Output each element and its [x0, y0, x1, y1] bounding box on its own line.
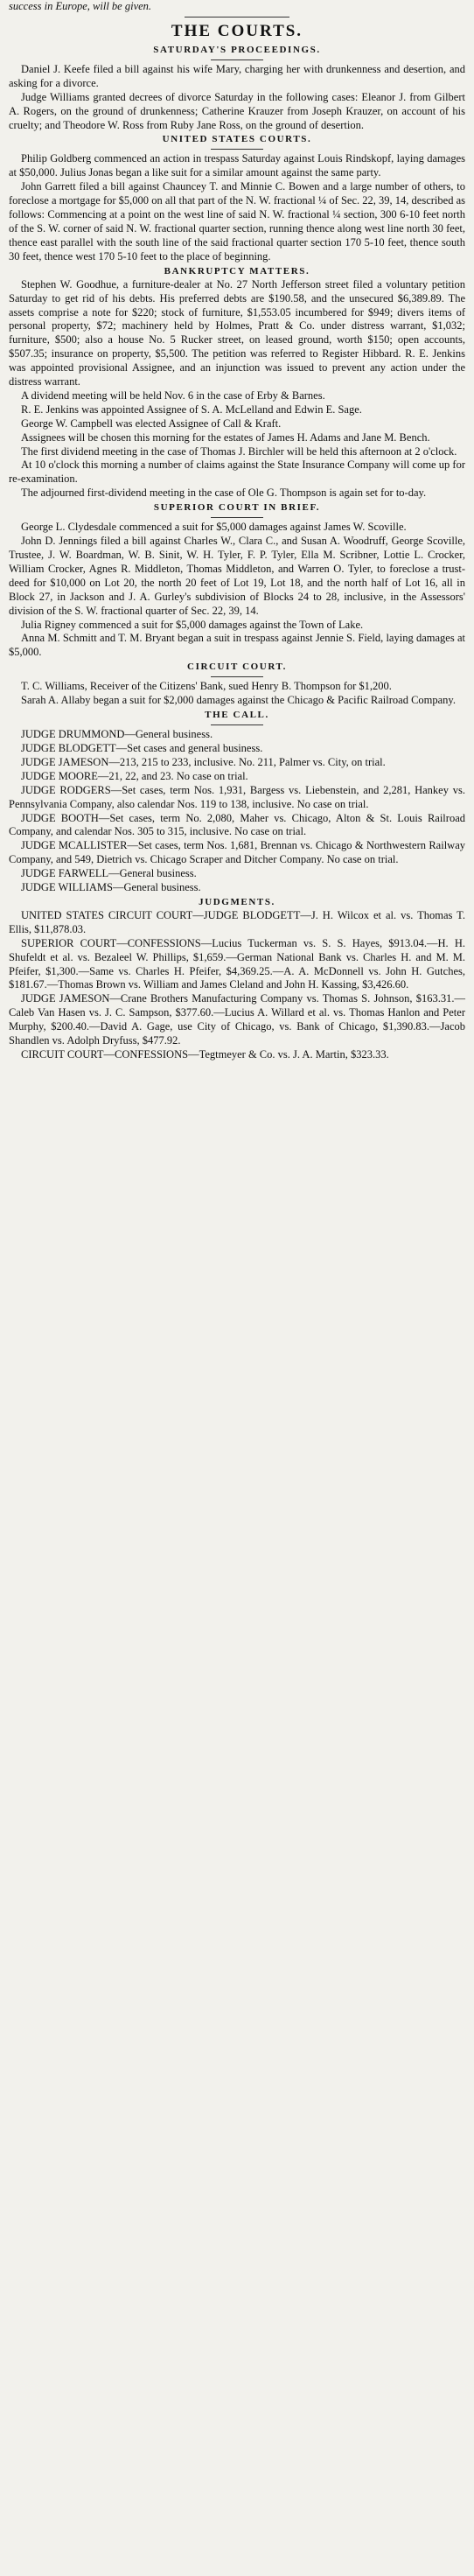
paragraph: George L. Clydesdale commenced a suit for $5,000 damages against James W. Scoville. — [21, 521, 407, 534]
paragraph: George W. Campbell was elected Assignee of Call & Kraft. — [21, 416, 282, 430]
judgment-entry: CIRCUIT COURT—CONFESSIONS—Tegtmeyer & Co. vs. J. A. Martin, $323.33. — [21, 1048, 389, 1060]
call-entry: JUDGE JAMESON—213, 215 to 233, inclusive. No. 211, Palmer vs. City, on trial. — [21, 755, 386, 768]
call-entry: JUDGE MOORE—21, 22, and 23. No case on trial. — [21, 769, 248, 782]
paragraph: Judge Williams granted decrees of divorce Saturday in the following cases: Eleanor J. from Gilbert A. Rogers, on the ground of drunkenness; Catherine Krauzer from Joseph Krauzer, on account of his cruelty; and Theodore W. Ross from Ruby Jane Ross, on the ground of desertion. — [9, 90, 465, 131]
spacer — [9, 1062, 465, 1069]
paragraph: Assignees will be chosen this morning for the estates of James H. Adams and Jane M. Bench. — [21, 430, 430, 444]
section-heading-judgments: JUDGMENTS. — [199, 896, 275, 907]
paragraph: John Garrett filed a bill against Chauncey T. and Minnie C. Bowen and a large number of others, to foreclose a mortgage for $5,000 on all that part of the N. W. fractional ¼ of Sec. 22, 39, 14, described as follows: Commencing at a point on the west line of said N. W. fractional ¼ section, 300 6-10 feet north of the S. W. corner of said N. W. fractional quarter section, running thence along west line north 30 feet, thence east parallel with the south line of the said fractional quarter section 170 5-10 feet, thence south 30 feet, thence west 170 5-10 feet to the place of beginning. — [9, 180, 465, 262]
judgment-entry: UNITED STATES CIRCUIT COURT—JUDGE BLODGETT—J. H. Wilcox et al. vs. Thomas T. Ellis, $11,878.03. — [9, 908, 465, 935]
paragraph: A dividend meeting will be held Nov. 6 in the case of Erby & Barnes. — [21, 388, 325, 402]
paragraph: John D. Jennings filed a bill against Charles W., Clara C., and Susan A. Woodruff, George Scoville, Trustee, J. W. Boardman, W. B. Sinit, W. H. Tyler, F. P. Tyler, Ella M. Scribner, Lottie L. Crocker, William Crocker, Agnes R. Middleton, Thomas Middleton, and Warren O. Tyler, to foreclose a trust-deed for $10,000 on Lot 20, the north 20 feet of Lot 19, Lot 18, and the north half of Lot 16, all in Block 27, in Jackson and J. A. Gurley's subdivision of Blocks 24 to 28, inclusive, in the Assessors' division of the S. W. fractional quarter of Sec. 22, 39, 14. — [9, 535, 465, 617]
divider — [211, 149, 263, 150]
call-entry: JUDGE BOOTH—Set cases, term No. 2,080, Maher vs. Chicago, Alton & St. Louis Railroad Company, and calendar Nos. 305 to 315, inclusive. No case on trial. — [9, 811, 465, 838]
judgment-entry: SUPERIOR COURT—CONFESSIONS—Lucius Tuckerman vs. S. S. Hayes, $913.04.—H. H. Shufeldt et al. vs. Bezaleel W. Phillips, $1,659.—German National Bank vs. Charles H. and M. M. Pfeifer, $1,300.—Same vs. Charles H. Pfeifer, $4,369.25.—A. A. McDonnell vs. John H. Gutches, $181.67.—Thomas Brown vs. William and James Cleland and John H. Kassing, $3,426.60. — [9, 936, 465, 991]
call-entry: JUDGE RODGERS—Set cases, term Nos. 1,931, Bargess vs. Liebenstein, and 2,281, Hankey vs. Pennsylvania Company, also calendar Nos. 119 to 138, inclusive. No case on trial. — [9, 783, 465, 810]
call-entry: JUDGE FARWELL—General business. — [21, 867, 197, 880]
paragraph: Julia Rigney commenced a suit for $5,000 damages against the Town of Lake. — [21, 618, 364, 631]
article-title: THE COURTS. — [171, 21, 303, 40]
paragraph: Anna M. Schmitt and T. M. Bryant began a suit in trespass against Jennie S. Field, laying damages at $5,000. — [9, 632, 465, 659]
section-heading-us-courts: UNITED STATES COURTS. — [162, 134, 312, 145]
section-heading-bankruptcy: BANKRUPTCY MATTERS. — [164, 265, 310, 276]
paragraph: The adjourned first-dividend meeting in the case of Ole G. Thompson is again set for to-day. — [21, 486, 427, 500]
paragraph: At 10 o'clock this morning a number of claims against the State Insurance Company will come up for re-examination. — [9, 458, 465, 486]
paragraph: Daniel J. Keefe filed a bill against his wife Mary, charging her with drunkenness and desertion, and asking for a divorce. — [9, 62, 465, 89]
divider — [185, 17, 289, 18]
paragraph: The first dividend meeting in the case of Thomas J. Birchler will be held this afternoon at 2 o'clock. — [21, 444, 457, 458]
call-entry: JUDGE MCALLISTER—Set cases, term Nos. 1,681, Brennan vs. Chicago & Northwestern Railway Company, and 549, Dietrich vs. Chicago Scraper and Ditcher Company. No case on trial. — [9, 839, 465, 866]
paragraph: Sarah A. Allaby began a suit for $2,000 damages against the Chicago & Pacific Railroad Company. — [21, 694, 456, 707]
call-entry: JUDGE BLODGETT—Set cases and general business. — [21, 741, 263, 754]
article-fragment-top: success in Europe, will be given. — [9, 0, 152, 12]
paragraph: Stephen W. Goodhue, a furniture-dealer at No. 27 North Jefferson street filed a voluntary petition Saturday to get rid of his debts. His preferred debts are $190.58, and the unsecured $6,389.89. The assets comprise a note for $220; stock of furniture, $1,553.05 incumbered for $949; divers items of personal property, $72; machinery held by Holmes, Pratt & Co. under distress warrant, $1,032; furniture, $500; also a house No. 5 Rucker street, on leased ground, worth $150; open accounts, $507.35; insurance on property, $5,500. The petition was referred to Register Hibbard. R. E. Jenkins was appointed provisional Assignee, and an injunction was issued to prevent any action under the distress warrant. — [9, 277, 465, 388]
paragraph: Philip Goldberg commenced an action in trespass Saturday against Louis Rindskopf, laying damages at $50,000. Julius Jonas began a like suit for a similar amount against the same party. — [9, 152, 465, 179]
newspaper-column — [9, 0, 465, 1069]
section-heading-superior-court: SUPERIOR COURT IN BRIEF. — [153, 502, 321, 514]
divider — [211, 724, 263, 725]
call-entry: JUDGE WILLIAMS—General business. — [21, 881, 201, 894]
divider — [211, 517, 263, 518]
section-heading-circuit-court: CIRCUIT COURT. — [187, 662, 287, 673]
section-heading-saturday: SATURDAY'S PROCEEDINGS. — [153, 44, 321, 55]
call-entry: JUDGE DRUMMOND—General business. — [21, 728, 213, 741]
section-heading-the-call: THE CALL. — [205, 710, 269, 721]
judgment-entry: JUDGE JAMESON—Crane Brothers Manufacturing Company vs. Thomas S. Johnson, $163.31.—Caleb Van Hasen vs. J. C. Sampson, $377.60.—Lucius A. Willard et al. vs. Thomas Hanlon and Peter Murphy, $200.40.—David A. Gage, use City of Chicago, vs. Bank of Chicago, $1,390.83.—Jacob Shandlen vs. Adolph Dryfuss, $477.92. — [9, 992, 465, 1047]
paragraph: R. E. Jenkins was appointed Assignee of S. A. McLelland and Edwin E. Sage. — [21, 402, 362, 416]
divider — [211, 676, 263, 677]
paragraph: T. C. Williams, Receiver of the Citizens' Bank, sued Henry B. Thompson for $1,200. — [21, 680, 392, 693]
